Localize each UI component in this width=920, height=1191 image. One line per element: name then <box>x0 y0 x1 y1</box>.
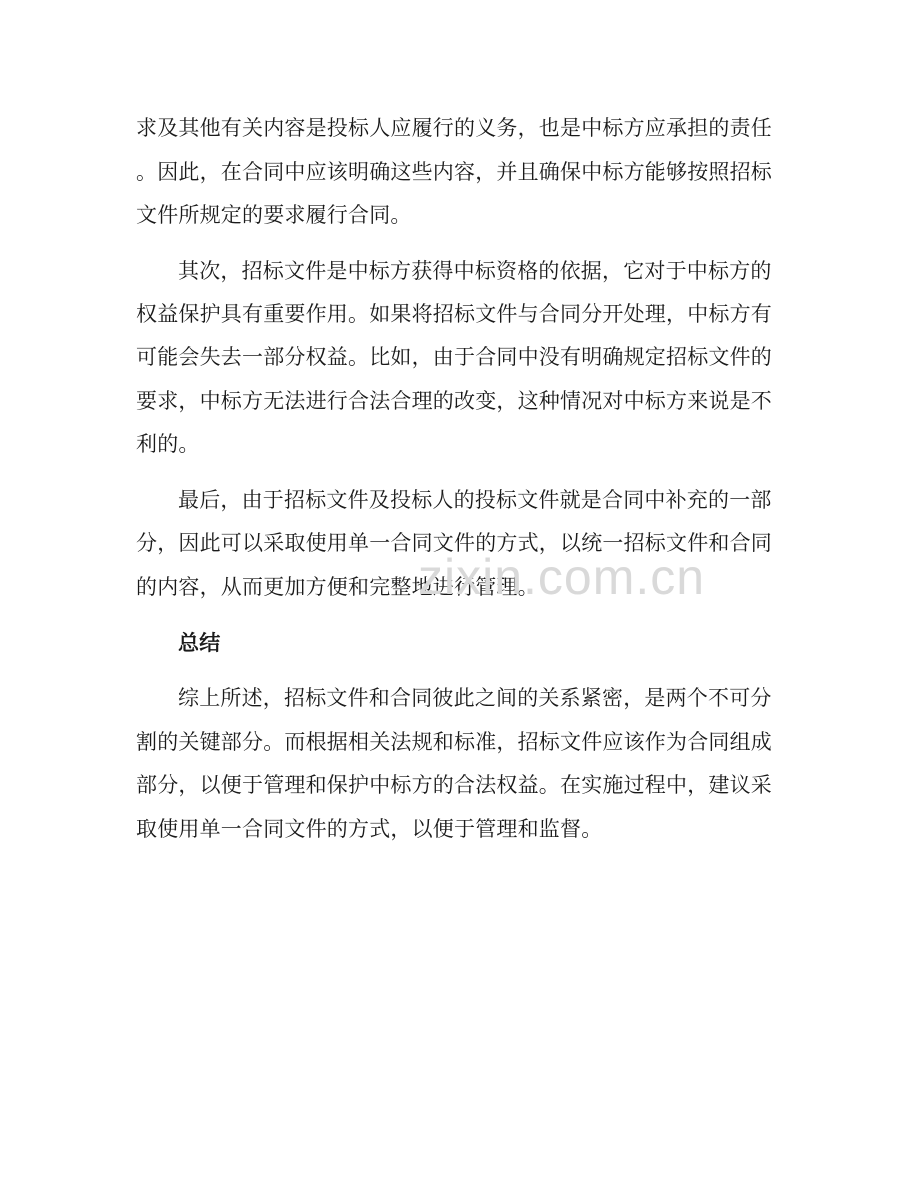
watermark-text: zixin.com.cn <box>418 549 706 605</box>
paragraph-4-line-4: 取使用单一合同文件的方式，以便于管理和监督。 <box>136 817 603 841</box>
paragraph-3-line-1: 最后，由于招标文件及投标人的投标文件就是合同中补充的一部 <box>178 488 772 512</box>
paragraph-4-line-2: 割的关键部分。而根据相关法规和标准，招标文件应该作为合同组成 <box>136 730 772 754</box>
paragraph-1-line-3: 文件所规定的要求履行合同。 <box>136 203 412 227</box>
paragraph-2-line-4: 要求，中标方无法进行合法合理的改变，这种情况对中标方来说是不 <box>136 389 772 413</box>
paragraph-3-line-2: 分，因此可以采取使用单一合同文件的方式，以统一招标文件和合同 <box>136 531 772 555</box>
paragraph-1-line-1: 求及其他有关内容是投标人应履行的义务，也是中标方应承担的责任 <box>136 116 772 140</box>
paragraph-2-line-1: 其次，招标文件是中标方获得中标资格的依据，它对于中标方的 <box>178 259 772 283</box>
paragraph-4-line-1: 综上所述，招标文件和合同彼此之间的关系紧密，是两个不可分 <box>178 686 772 710</box>
paragraph-2-line-5: 利的。 <box>136 432 200 456</box>
paragraph-2-line-2: 权益保护具有重要作用。如果将招标文件与合同分开处理，中标方有 <box>136 302 772 326</box>
paragraph-3-line-3: 的内容，从而更加方便和完整地进行管理。 <box>136 575 539 599</box>
paragraph-1-line-2: 。因此，在合同中应该明确这些内容，并且确保中标方能够按照招标 <box>136 160 772 184</box>
paragraph-4-line-3: 部分，以便于管理和保护中标方的合法权益。在实施过程中，建议采 <box>136 773 772 797</box>
paragraph-2-line-3: 可能会失去一部分权益。比如，由于合同中没有明确规定招标文件的 <box>136 345 772 369</box>
section-heading: 总结 <box>178 631 221 655</box>
